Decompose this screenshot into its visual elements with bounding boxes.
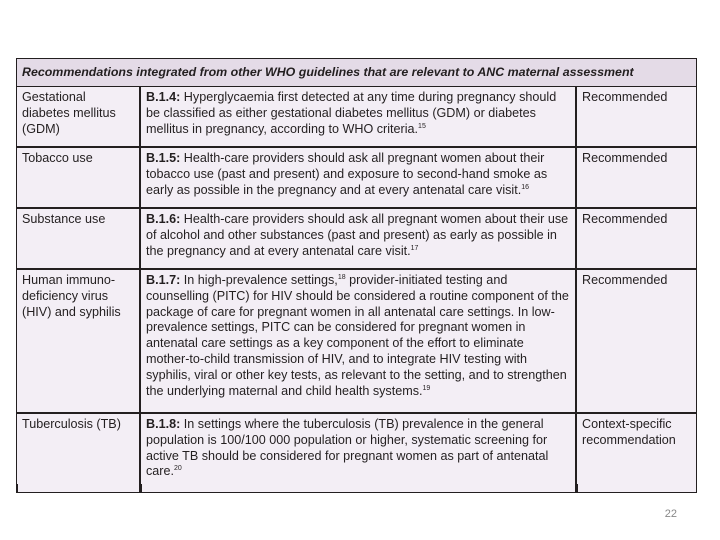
status-cell: Context-specific recommendation (582, 417, 676, 447)
table-row-hiv-syphilis (17, 270, 696, 414)
column-divider (140, 484, 576, 492)
topic-cell: Gestational diabetes mellitus (GDM) (17, 87, 141, 146)
recommendation-cell (141, 148, 577, 207)
recommendations-table (16, 58, 697, 493)
recommendation-text: In high-prevalence settings, (180, 273, 338, 287)
recommendation-text: Health-care providers should ask all pregnant women about their use of alcohol and other substances (past and present) as early as possible in the pregnancy and at every antenatal care visit. (146, 212, 569, 258)
topic-cell: Tuberculosis (TB) (17, 414, 141, 492)
status-cell: Recommended (582, 273, 668, 287)
recommendation-cell (141, 270, 577, 412)
recommendation-code: B.1.4: (146, 90, 181, 104)
recommendation-cell (141, 414, 577, 492)
page-number: 22 (664, 508, 677, 520)
table-row-tobacco (17, 148, 696, 209)
reference-number: 16 (521, 183, 530, 191)
status-cell: Recommended (582, 212, 668, 226)
reference-number: 19 (422, 384, 431, 392)
topic-cell: Substance use (17, 209, 141, 268)
table-row-tuberculosis (17, 414, 696, 492)
reference-number: 17 (410, 244, 419, 252)
recommendation-text: Health-care providers should ask all pregnant women about their tobacco use (past and present) and exposure to second-hand smoke as early as possible in the pregnancy and at every antenatal care visit. (146, 151, 548, 197)
recommendation-code: B.1.8: (146, 417, 181, 431)
table-header: Recommendations integrated from other WHO guidelines that are relevant to ANC maternal assessment (17, 59, 696, 87)
recommendation-code: B.1.5: (146, 151, 181, 165)
recommendation-text: In settings where the tuberculosis (TB) prevalence in the general population is 100/100 000 population or higher, systematic screening for active TB should be considered for pregnant women as part of antenatal care. (146, 417, 549, 479)
table-row-substance (17, 209, 696, 270)
reference-number: 20 (174, 465, 182, 473)
reference-number: 18 (337, 273, 346, 281)
status-cell: Recommended (582, 151, 668, 165)
status-cell: Recommended (582, 90, 668, 104)
recommendation-text-continued: provider-initiated testing and counselling (PITC) for HIV should be considered a routine component of the package of care for pregnant women in all antenatal care settings. In low-prevalence settings, PITC can be considered for pregnant women in antenatal care settings as a key component of the effort to eliminate mother-to-child transmission of HIV, and to integrate HIV testing with syphilis, viral or other key tests, as relevant to the setting, and to strengthen the underlying maternal and child health systems. (146, 273, 569, 398)
table-continuation-rule (16, 484, 697, 494)
recommendation-cell (141, 209, 577, 268)
recommendation-text: Hyperglycaemia first detected at any time during pregnancy should be classified as either gestational diabetes mellitus (GDM) or diabetes mellitus in pregnancy, according to WHO criteria. (146, 90, 557, 136)
column-divider (576, 484, 697, 492)
reference-number: 15 (418, 122, 426, 130)
recommendation-code: B.1.6: (146, 212, 181, 226)
recommendation-cell (141, 87, 577, 146)
topic-cell: Human immuno-deficiency virus (HIV) and syphilis (17, 270, 141, 412)
recommendation-code: B.1.7: (146, 273, 181, 287)
column-divider (16, 484, 140, 492)
table-row-gdm (17, 87, 696, 148)
topic-cell: Tobacco use (17, 148, 141, 207)
